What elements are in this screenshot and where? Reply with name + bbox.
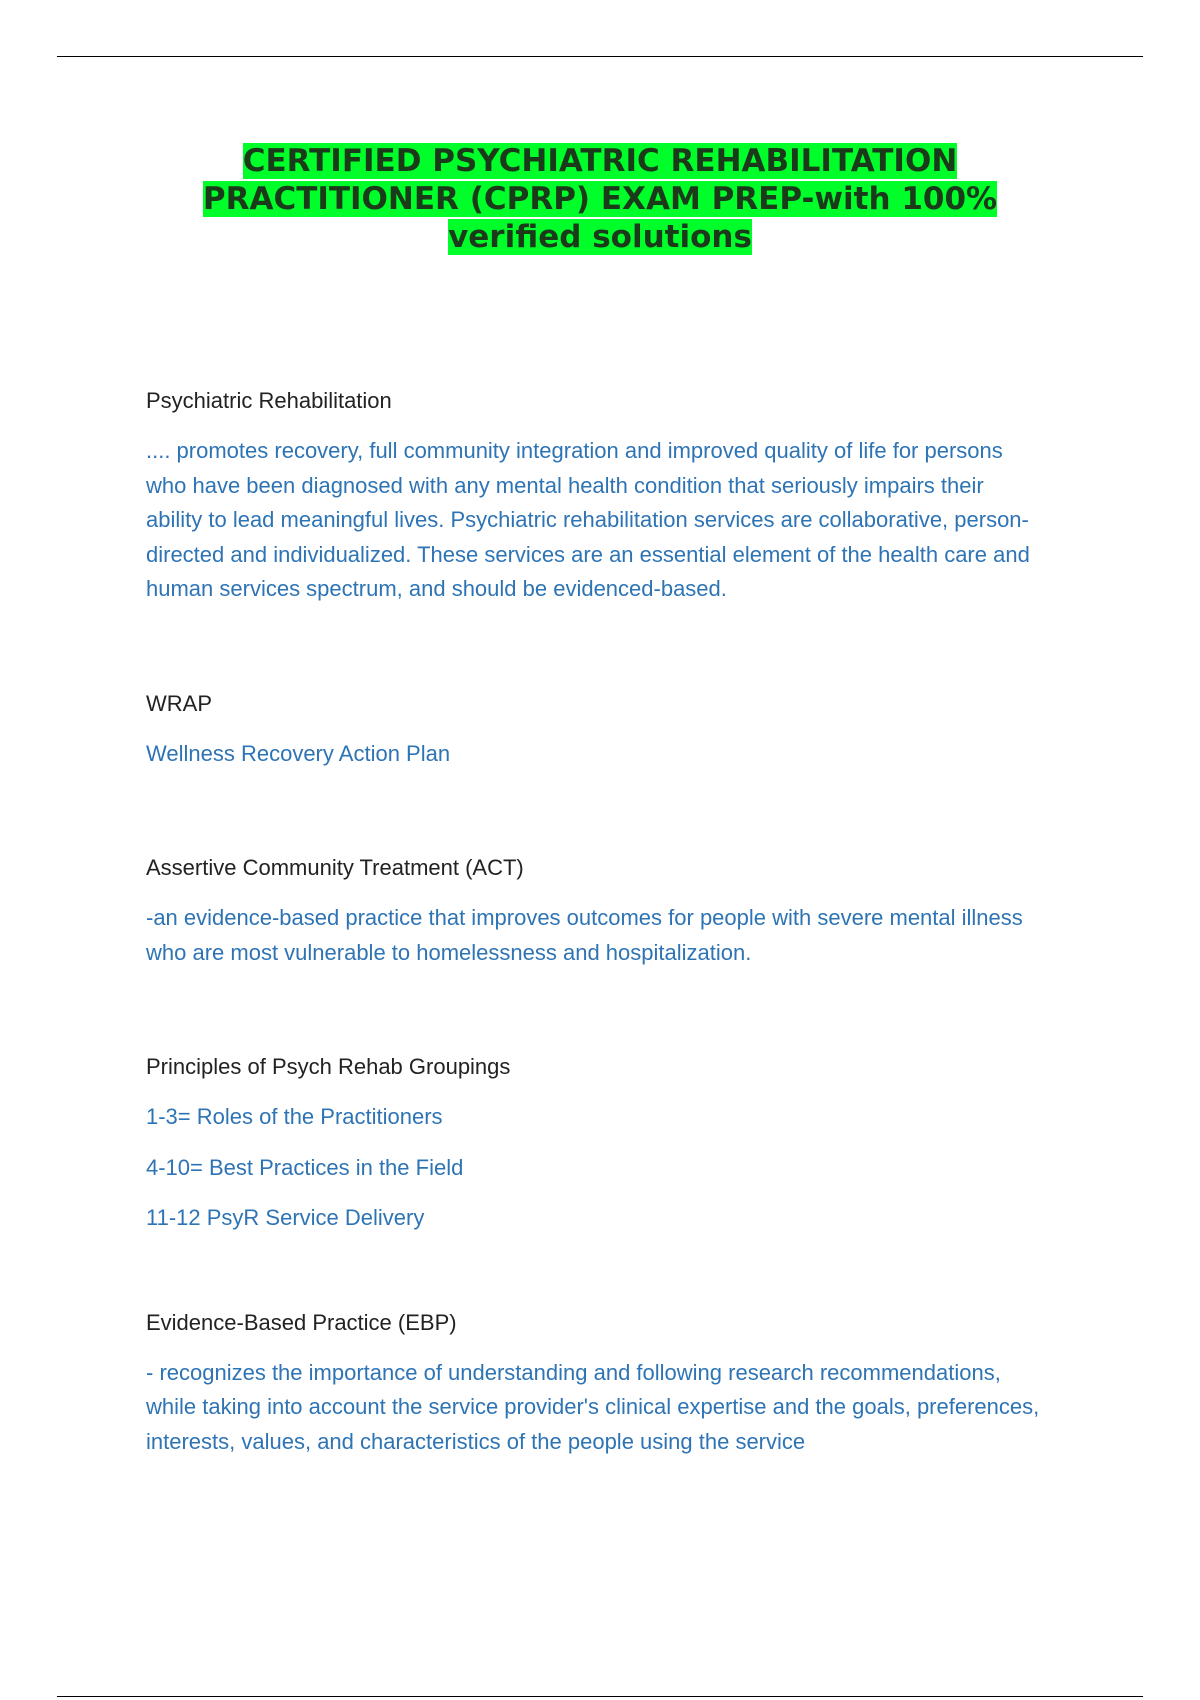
definition-text: -an evidence-based practice that improves outcomes for people with severe mental illness who are most vulnerable to homelessness and hospitalization. (146, 905, 1023, 965)
definition-text: Wellness Recovery Action Plan (146, 740, 451, 766)
flashcard-list (146, 384, 1046, 1539)
flashcard-entry (146, 687, 1046, 772)
flashcard-entry (146, 1050, 1046, 1236)
flashcard-entry (146, 384, 1046, 607)
top-horizontal-rule (57, 56, 1143, 57)
definition-text: .... promotes recovery, full community integration and improved quality of life for persons who have been diagnosed with any mental health condition that seriously impairs their ability to lead meaningful lives. Psychiatric rehabilitation services are collaborative, person-directed and individualized. These services are an essential element of the health care and human services spectrum, and should be evidenced-based. (146, 438, 1030, 601)
term-text: Principles of Psych Rehab Groupings (146, 1054, 511, 1079)
term-text: WRAP (146, 690, 212, 716)
term-text: Assertive Community Treatment (ACT) (146, 855, 524, 880)
flashcard-entry (146, 1306, 1046, 1460)
definition-line: 4-10= Best Practices in the Field (146, 1154, 464, 1180)
term-text: Evidence-Based Practice (EBP) (146, 1309, 457, 1335)
title-line-3: verified solutions (448, 219, 752, 255)
title-line-2: PRACTITIONER (CPRP) EXAM PREP-with 100% (202, 181, 998, 217)
title-line-1: CERTIFIED PSYCHIATRIC REHABILITATION (242, 143, 958, 179)
bottom-horizontal-rule (57, 1696, 1143, 1697)
term-text: Psychiatric Rehabilitation (146, 388, 392, 413)
document-title (100, 142, 1100, 256)
definition-text: - recognizes the importance of understanding and following research recommendations, while taking into account the service provider's clinical expertise and the goals, preferences, interests, values, and characteristics of the people using the service (146, 1359, 1040, 1454)
definition-line: 1-3= Roles of the Practitioners (146, 1104, 443, 1129)
definition-line: 11-12 PsyR Service Delivery (146, 1205, 425, 1230)
definition-list (146, 1100, 1046, 1236)
flashcard-entry (146, 851, 1046, 970)
